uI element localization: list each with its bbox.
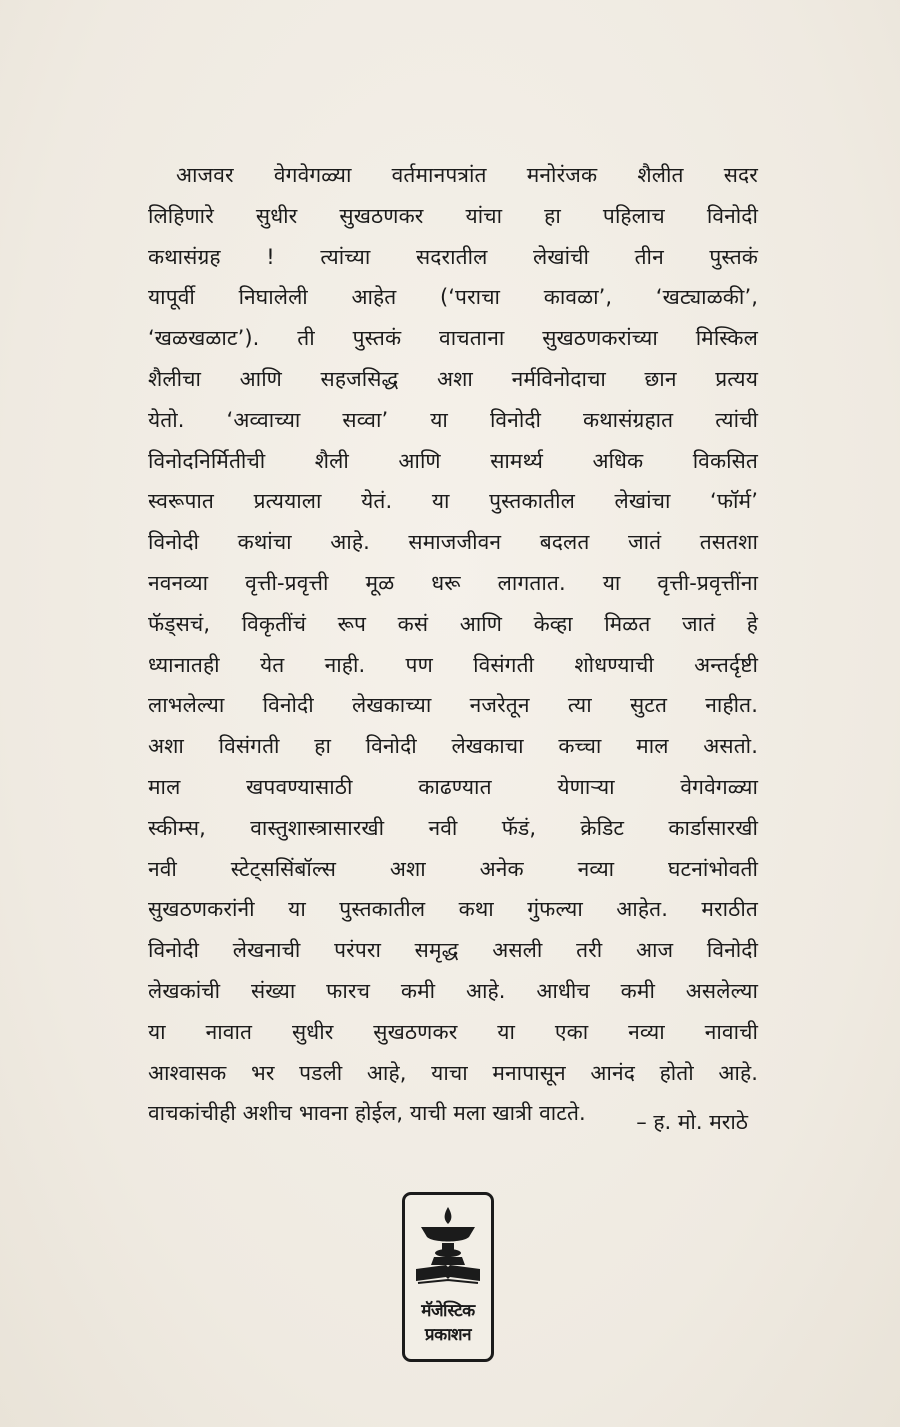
blurb-line: नवी स्टेट्ससिंबॉल्स अशा अनेक नव्या घटनांभोवती: [148, 856, 758, 881]
blurb-line: स्कीम्स, वास्तुशास्त्रासारखी नवी फॅडं, क्रेडिट कार्डासारखी: [148, 815, 758, 840]
oil-lamp-icon: [413, 1203, 483, 1293]
blurb-line: अशा विसंगती हा विनोदी लेखकाचा कच्चा माल असतो.: [148, 734, 758, 759]
blurb-line: स्वरूपात प्रत्ययाला येतं. या पुस्तकातील लेखांचा ‘फॉर्म’: [148, 489, 758, 514]
blurb-line: शैलीचा आणि सहजसिद्ध अशा नर्मविनोदाचा छान प्रत्यय: [148, 366, 758, 391]
blurb-line: वाचकांचीही अशीच भावना होईल, याची मला खात्री वाटते.: [148, 1101, 586, 1126]
blurb-line: विनोदनिर्मितीची शैली आणि सामर्थ्य अधिक विकसित: [148, 448, 758, 473]
blurb-line: माल खपवण्यासाठी काढण्यात येणाऱ्या वेगवेगळ्या: [148, 774, 758, 799]
publisher-name-line1: मॅजेस्टिक: [421, 1301, 475, 1321]
author-signature: – ह. मो. मराठे: [636, 1110, 748, 1134]
blurb-line: फॅड्सचं, विकृतींचं रूप कसं आणि केव्हा मिळत जातं हे: [148, 611, 758, 636]
publisher-name-line2: प्रकाशन: [424, 1325, 472, 1345]
blurb-line: यापूर्वी निघालेली आहेत (‘पराचा कावळा’, ‘खट्याळकी’,: [148, 285, 758, 310]
blurb-line: लिहिणारे सुधीर सुखठणकर यांचा हा पहिलाच विनोदी: [148, 203, 758, 228]
blurb-line: विनोदी लेखनाची परंपरा समृद्ध असली तरी आज विनोदी: [148, 938, 758, 963]
blurb-line: ध्यानातही येत नाही. पण विसंगती शोधण्याची अन्तर्दृष्टी: [148, 652, 758, 677]
blurb-line: आजवर वेगवेगळ्या वर्तमानपत्रांत मनोरंजक शैलीत सदर: [176, 163, 758, 187]
blurb-line: ‘खळखळाट’). ती पुस्तकं वाचताना सुखठणकरांच्या मिस्किल: [148, 326, 758, 351]
blurb-text: [148, 155, 758, 1134]
blurb-line: आश्वासक भर पडली आहे, याचा मनापासून आनंद होतो आहे.: [148, 1060, 758, 1085]
blurb-line: येतो. ‘अव्वाच्या सव्वा’ या विनोदी कथासंग्रहात त्यांची: [148, 407, 758, 432]
publisher-logo: [402, 1192, 494, 1362]
blurb-line: लाभलेल्या विनोदी लेखकाच्या नजरेतून त्या सुटत नाहीत.: [148, 693, 758, 718]
blurb-line: कथासंग्रह ! त्यांच्या सदरातील लेखांची तीन पुस्तकं: [148, 244, 758, 269]
blurb-line: लेखकांची संख्या फारच कमी आहे. आधीच कमी असलेल्या: [148, 978, 758, 1003]
blurb-line: विनोदी कथांचा आहे. समाजजीवन बदलत जातं तसतशा: [148, 530, 758, 555]
blurb-line: या नावात सुधीर सुखठणकर या एका नव्या नावाची: [148, 1019, 758, 1044]
blurb-line: सुखठणकरांनी या पुस्तकातील कथा गुंफल्या आहेत. मराठीत: [148, 897, 758, 922]
blurb-line: नवनव्या वृत्ती-प्रवृत्ती मूळ धरू लागतात. या वृत्ती-प्रवृत्तींना: [148, 570, 758, 595]
